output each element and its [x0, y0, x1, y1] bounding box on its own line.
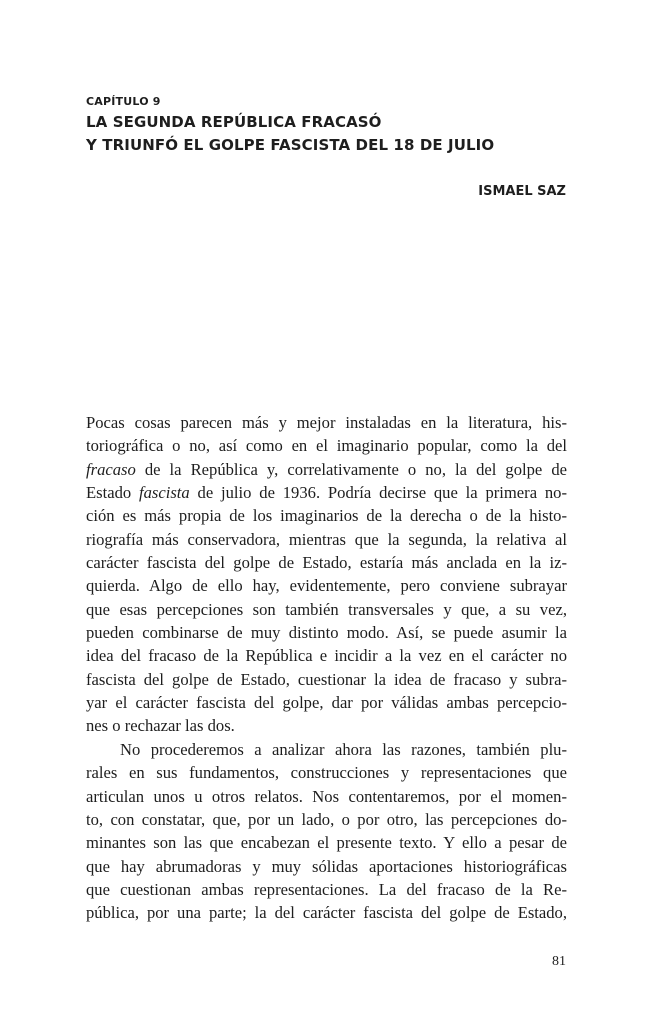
text-line: carácter fascista del golpe de Estado, estaría más anclada en la iz- — [86, 553, 567, 573]
text-line: que hay abrumadoras y muy sólidas aportaciones historiográficas — [86, 856, 567, 876]
text-line: to, con constatar, que, por un lado, o por otro, las percepciones do- — [86, 809, 567, 829]
chapter-label: CAPÍTULO 9 — [86, 95, 161, 108]
italic-term: fracaso — [86, 459, 136, 479]
paragraph — [86, 738, 567, 925]
text-line: quierda. Algo de ello hay, evidentemente, pero conviene subrayar — [86, 576, 567, 596]
text-line: toriográfica o no, así como en el imaginario popular, como la del — [86, 436, 567, 456]
text-line: nes o rechazar las dos. — [86, 716, 235, 736]
text-line: No procederemos a analizar ahora las razones, también plu- — [120, 739, 567, 759]
text-fragment: Estado — [86, 483, 139, 503]
text-line: fascista del golpe de Estado, cuestionar la idea de fracaso y subra- — [86, 669, 567, 689]
text-line: Pocas cosas parecen más y mejor instaladas en la literatura, his- — [86, 413, 567, 432]
text-line — [86, 481, 567, 504]
body-text — [86, 411, 567, 925]
author-name: ISMAEL SAZ — [478, 184, 566, 199]
text-line: yar el carácter fascista del golpe, dar por válidas ambas percepcio- — [86, 693, 567, 713]
chapter-title-line: Y TRIUNFÓ EL GOLPE FASCISTA DEL 18 DE JULIO — [86, 136, 495, 154]
text-line: pública, por una parte; la del carácter fascista del golpe de Estado, — [86, 903, 567, 923]
text-line: pueden combinarse de muy distinto modo. Así, se puede asumir la — [86, 623, 567, 643]
text-line: que cuestionan ambas representaciones. La del fracaso de la Re- — [86, 879, 567, 899]
chapter-title-line: LA SEGUNDA REPÚBLICA FRACASÓ — [86, 113, 382, 131]
text-fragment: de julio de 1936. Podría decirse que la primera no- — [189, 483, 568, 503]
text-line: minantes son las que encabezan el presente texto. Y ello a pesar de — [86, 833, 567, 853]
text-fragment: de la República y, correlativamente o no, la del golpe de — [135, 459, 567, 479]
text-line: ción es más propia de los imaginarios de la derecha o de la histo- — [86, 506, 567, 526]
text-line — [86, 458, 567, 481]
text-line: idea del fracaso de la República e incidir a la vez en el carácter no — [86, 646, 567, 666]
page-number: 81 — [552, 954, 566, 969]
text-line: rales en sus fundamentos, construcciones y representaciones que — [86, 763, 567, 783]
text-line: articulan unos u otros relatos. Nos contentaremos, por el momen- — [86, 786, 567, 806]
text-line: riografía más conservadora, mientras que la segunda, la relativa al — [86, 529, 567, 549]
paragraph — [86, 411, 567, 738]
text-line: que esas percepciones son también transversales y que, a su vez, — [86, 599, 567, 619]
italic-term: fascista — [139, 483, 190, 503]
chapter-title — [86, 111, 586, 157]
